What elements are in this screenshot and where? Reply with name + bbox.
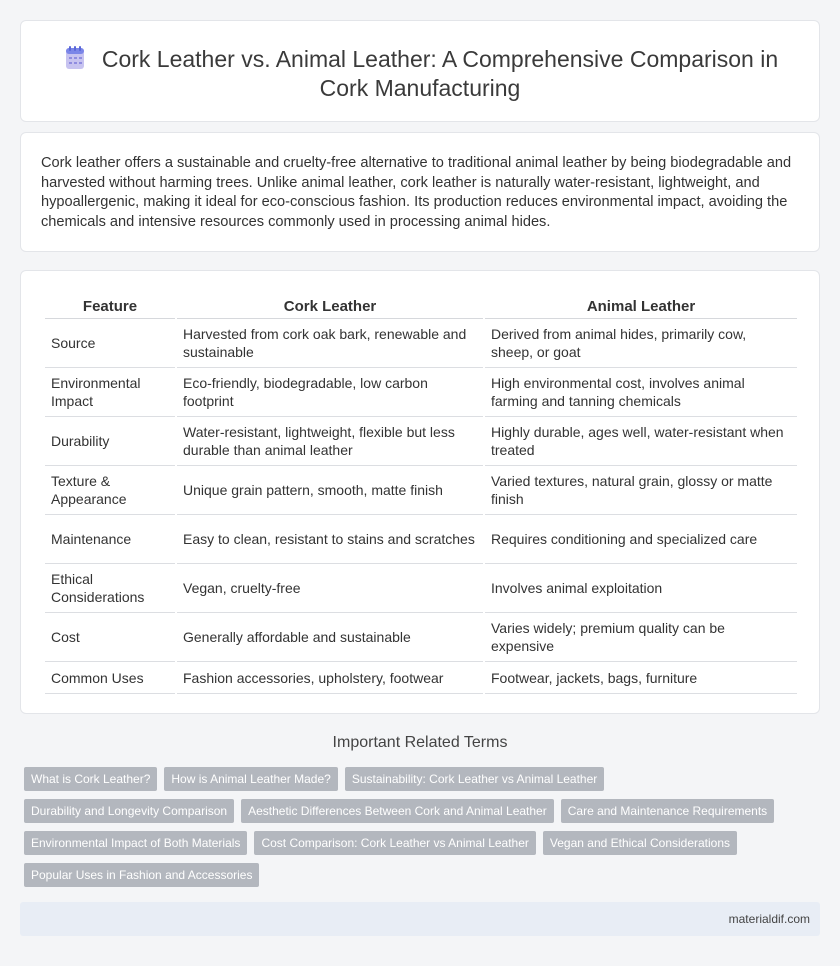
header-feature: Feature (45, 295, 175, 319)
cork-cell: Generally affordable and sustainable (177, 613, 483, 662)
feature-cell: Ethical Considerations (45, 564, 175, 613)
table-header-row (45, 295, 797, 319)
header-animal-leather: Animal Leather (485, 295, 797, 319)
related-term-tag[interactable]: Durability and Longevity Comparison (24, 799, 234, 823)
animal-cell: Involves animal exploitation (485, 564, 797, 613)
table-row (45, 417, 797, 466)
table-row (45, 466, 797, 515)
intro-card (20, 132, 820, 252)
cork-cell: Unique grain pattern, smooth, matte finish (177, 466, 483, 515)
cork-cell: Eco-friendly, biodegradable, low carbon footprint (177, 368, 483, 417)
feature-cell: Texture & Appearance (45, 466, 175, 515)
feature-cell: Common Uses (45, 662, 175, 694)
animal-cell: Requires conditioning and specialized care (485, 515, 797, 564)
table-row (45, 564, 797, 613)
intro-paragraph: Cork leather offers a sustainable and cruelty-free alternative to traditional animal leather by being biodegradable and harvested without harming trees. Unlike animal leather, cork leather is naturally water-resistant, lightweight, and hypoallergenic, making it ideal for eco-conscious fashion. Its production reduces environmental impact, avoiding the chemicals and intensive resources commonly used in processing animal hides. (41, 155, 792, 230)
related-term-tag[interactable]: Sustainability: Cork Leather vs Animal Leather (345, 767, 604, 791)
related-term-tag[interactable]: Environmental Impact of Both Materials (24, 831, 247, 855)
footer (20, 902, 820, 936)
related-term-tag[interactable]: Aesthetic Differences Between Cork and Animal Leather (241, 799, 554, 823)
table-row (45, 368, 797, 417)
related-term-tag[interactable]: What is Cork Leather? (24, 767, 157, 791)
feature-cell: Cost (45, 613, 175, 662)
related-term-tag[interactable]: Care and Maintenance Requirements (561, 799, 774, 823)
cork-cell: Harvested from cork oak bark, renewable and sustainable (177, 319, 483, 368)
feature-cell: Environmental Impact (45, 368, 175, 417)
document-icon (62, 45, 88, 71)
related-term-tag[interactable]: Popular Uses in Fashion and Accessories (24, 863, 259, 887)
animal-cell: High environmental cost, involves animal farming and tanning chemicals (485, 368, 797, 417)
feature-cell: Maintenance (45, 515, 175, 564)
animal-cell: Footwear, jackets, bags, furniture (485, 662, 797, 694)
cork-cell: Water-resistant, lightweight, flexible but less durable than animal leather (177, 417, 483, 466)
comparison-table (43, 295, 799, 694)
page-title-wrap (41, 45, 799, 103)
footer-site-link[interactable]: materialdif.com (728, 912, 810, 926)
cork-cell: Vegan, cruelty-free (177, 564, 483, 613)
cork-cell: Fashion accessories, upholstery, footwear (177, 662, 483, 694)
animal-cell: Varies widely; premium quality can be expensive (485, 613, 797, 662)
related-terms-list (24, 767, 804, 887)
feature-cell: Durability (45, 417, 175, 466)
table-row (45, 662, 797, 694)
related-term-tag[interactable]: Vegan and Ethical Considerations (543, 831, 737, 855)
table-row (45, 613, 797, 662)
animal-cell: Highly durable, ages well, water-resistant when treated (485, 417, 797, 466)
cork-cell: Easy to clean, resistant to stains and scratches (177, 515, 483, 564)
table-row (45, 515, 797, 564)
header-cork-leather: Cork Leather (177, 295, 483, 319)
table-row (45, 319, 797, 368)
comparison-card (20, 270, 820, 714)
related-term-tag[interactable]: Cost Comparison: Cork Leather vs Animal Leather (254, 831, 535, 855)
animal-cell: Varied textures, natural grain, glossy or matte finish (485, 466, 797, 515)
related-term-tag[interactable]: How is Animal Leather Made? (164, 767, 337, 791)
animal-cell: Derived from animal hides, primarily cow, sheep, or goat (485, 319, 797, 368)
page-title: Cork Leather vs. Animal Leather: A Comprehensive Comparison in Cork Manufacturing (101, 46, 779, 101)
feature-cell: Source (45, 319, 175, 368)
related-terms-title: Important Related Terms (332, 734, 508, 751)
title-card (20, 20, 820, 122)
